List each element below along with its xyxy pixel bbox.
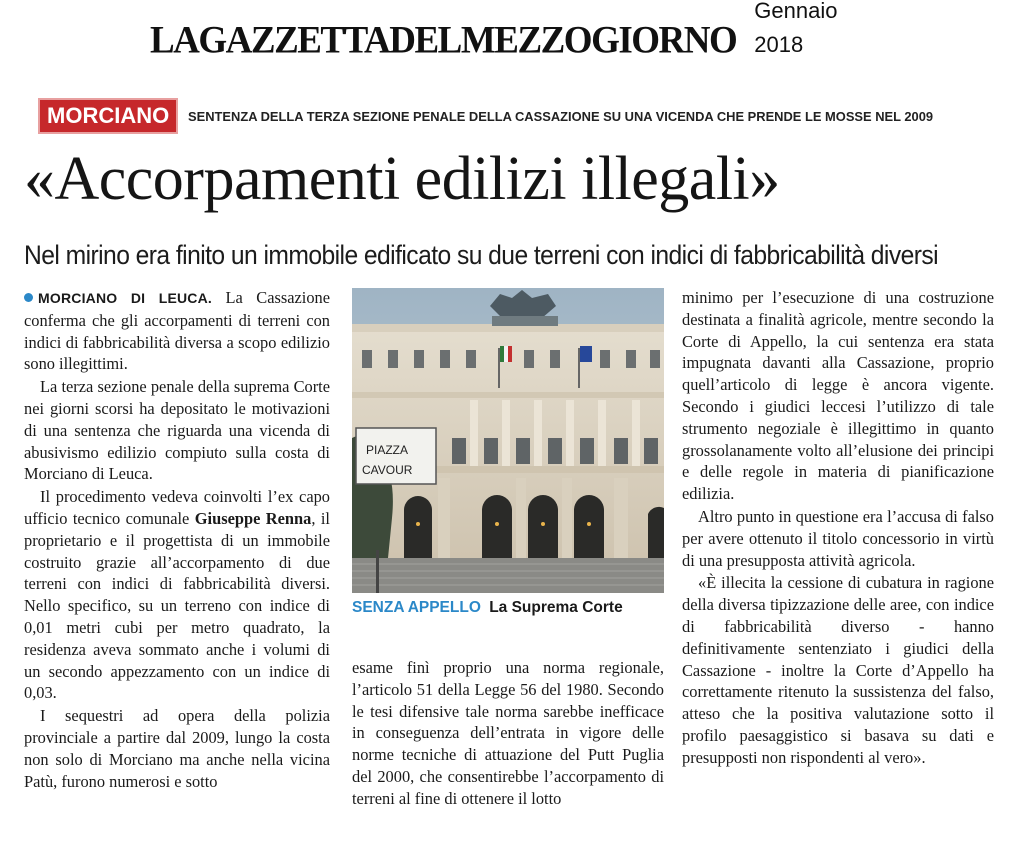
palace-of-justice-illustration	[352, 288, 664, 593]
dateline: MORCIANO DI LEUCA.	[38, 290, 213, 306]
caption-text: La Suprema Corte	[489, 599, 623, 616]
paragraph-3	[24, 486, 330, 704]
issue-date: Gennaio 2018	[754, 0, 838, 57]
paragraph-1	[24, 287, 330, 375]
sign-line-1: PIAZZA	[366, 443, 409, 457]
article-column-2	[352, 657, 664, 810]
paragraph-2: La terza sezione penale della suprema Corte nei giorni scorsi ha depositato le motivazioni di una sentenza che riguarda una vicenda di abusivismo edilizio compiuto sulla costa di Morciano di Leuca.	[24, 377, 330, 484]
headline: «Accorpamenti edilizi illegali»	[24, 145, 780, 213]
caption-tag: SENZA APPELLO	[352, 599, 481, 616]
masthead	[150, 0, 850, 62]
court-photo	[352, 288, 664, 593]
person-name: Giuseppe Renna	[194, 508, 312, 528]
kicker-row	[40, 101, 956, 131]
article-column-3	[682, 287, 994, 769]
paragraph-1-text: La Cassazione conferma che gli accorpamenti di terreni con indici di fabbricabilità diversa a scopo edilizio sono illegittimi.	[24, 288, 330, 374]
paragraph-3-before: Il procedimento vedeva coinvolti l’ex capo ufficio tecnico comunale	[24, 487, 330, 528]
paragraph-6: minimo per l’esecuzione di una costruzione destinata a finalità agricole, mentre secondo la Corte di Appello, la cui sentenza era stata impugnata davanti alla Cassazione, proprio quell’articolo di legge è ancora vigente. Secondo i giudici leccesi l’utilizzo di tale strumento negoziale è illegittimo in quanto grossolanamente volto all’elusione dei principi e delle regole in materia di pianificazione edilizia.	[682, 288, 994, 504]
article-column-1	[24, 287, 330, 792]
sign-line-2: CAVOUR	[362, 463, 413, 477]
kicker-text: SENTENZA DELLA TERZA SEZIONE PENALE DELLA CASSAZIONE SU UNA VICENDA CHE PRENDE LE MOSSE NEL 2009	[188, 108, 934, 124]
bullet-dot-icon	[24, 293, 33, 302]
paragraph-8: «È illecita la cessione di cubatura in ragione della diversa tipizzazione delle aree, con indice di fabbricabilità diverso - hanno definitivamente sentenziato i giudici della Cassazione - inoltre la Corte d’Appello ha correttamente ritenuto la sussistenza del falso, atteso che la positiva valutazione sotto il profilo paesaggistico si basava su dati e presupposti non rispondenti al vero».	[682, 573, 994, 767]
location-tag: MORCIANO	[40, 100, 176, 132]
paragraph-3-after: , il proprietario e il progettista di un immobile costruito grazie all’accorpamento di due terreni con indici di fabbricabilità diversi. Nello specifico, su un terreno con indice di 0,01 metri cubi per metro quadrato, la residenza aveva sommato anche i volumi di un secondo appezzamento con un indice di 0,03.	[24, 508, 330, 703]
photo-caption	[352, 597, 664, 619]
paragraph-4: I sequestri ad opera della polizia provinciale a partire dal 2009, lungo la costa non solo di Morciano ma anche nella vicina Patù, furono numerosi e sotto	[24, 706, 330, 791]
paragraph-5: esame finì proprio una norma regionale, l’articolo 51 della Legge 56 del 1980. Secondo le tesi difensive tale norma sarebbe inefficace in conseguenza dell’entrata in vigore delle norme tecniche di attuazione del Putt Puglia del 2000, che consentirebbe l’accorpamento di terreni al fine di ottenere il lotto	[352, 658, 664, 808]
newspaper-logo: LAGAZZETTADELMEZZOGIORNO	[150, 18, 737, 62]
subheadline: Nel mirino era finito un immobile edificato su due terreni con indici di fabbricabilità diversi	[24, 240, 939, 270]
paragraph-7: Altro punto in questione era l’accusa di falso per avere ottenuto il titolo concessorio in virtù di una presupposta attività agricola.	[682, 506, 994, 570]
